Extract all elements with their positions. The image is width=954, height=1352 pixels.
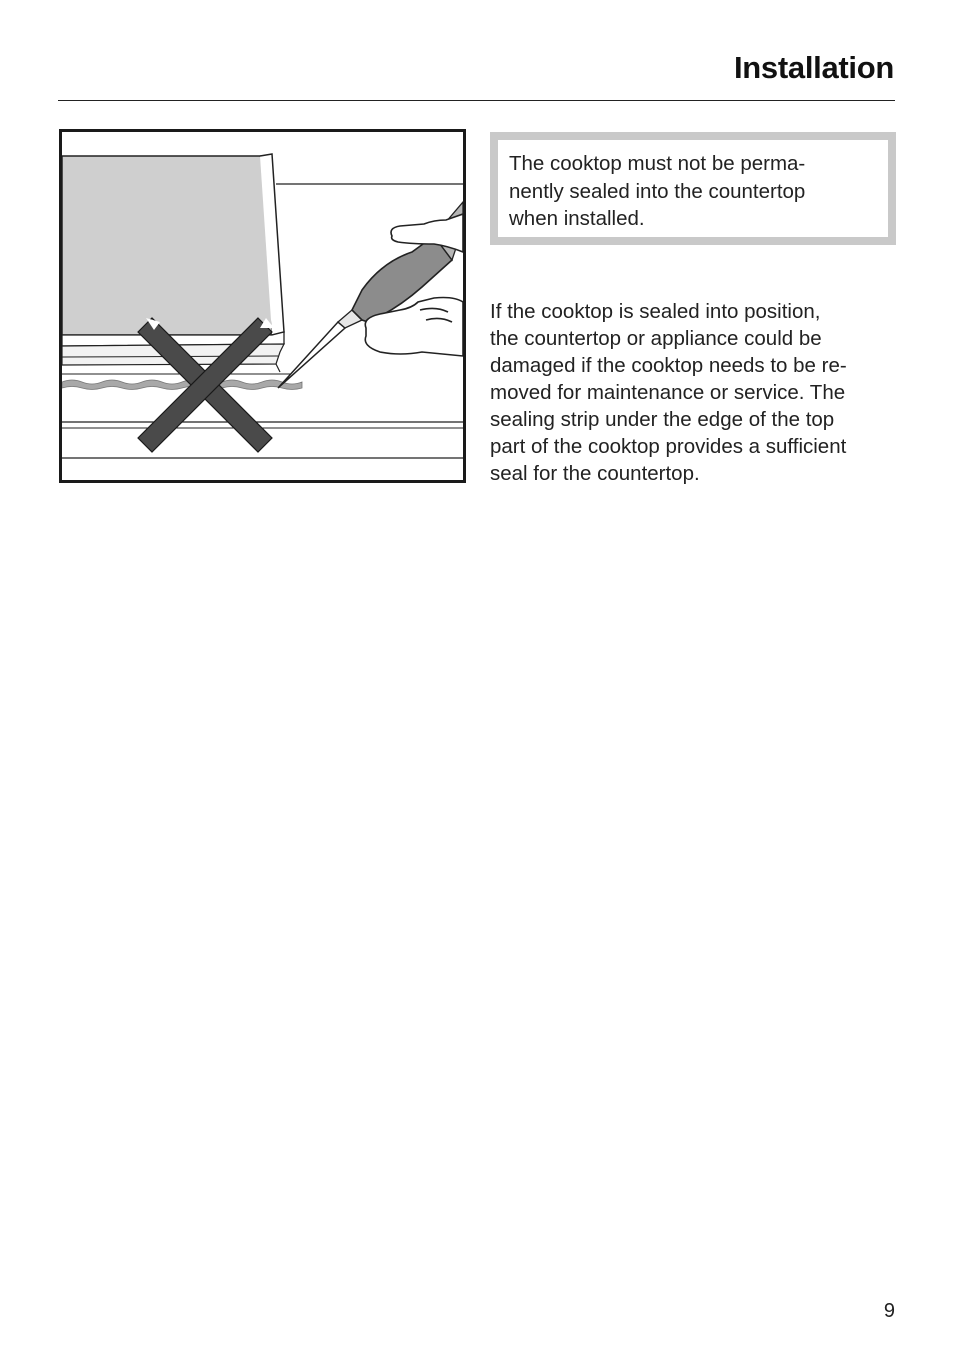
warning-text-line: nently sealed into the countertop [509, 179, 806, 203]
warning-text-line: when installed. [509, 207, 645, 230]
body-text-line: seal for the countertop. [490, 462, 700, 485]
installation-illustration [59, 129, 466, 483]
warning-box [490, 132, 896, 245]
section-title: Installation [733, 50, 894, 85]
body-text-line: part of the cooktop provides a sufficient [490, 435, 847, 458]
page-number: 9 [883, 1300, 895, 1322]
body-text-line: moved for maintenance or service. The [490, 381, 846, 404]
warning-text-line: The cooktop must not be perma- [509, 152, 806, 175]
body-text-line: the countertop or appliance could be [490, 327, 822, 350]
title-divider [58, 100, 895, 101]
body-text-line: If the cooktop is sealed into position, [490, 300, 821, 323]
body-paragraph [490, 298, 910, 487]
no-sealing-illustration-svg [62, 132, 463, 480]
sealant-bead [62, 380, 302, 390]
body-text-line: damaged if the cooktop needs to be re- [490, 354, 847, 377]
body-text-line: sealing strip under the edge of the top [490, 408, 835, 431]
